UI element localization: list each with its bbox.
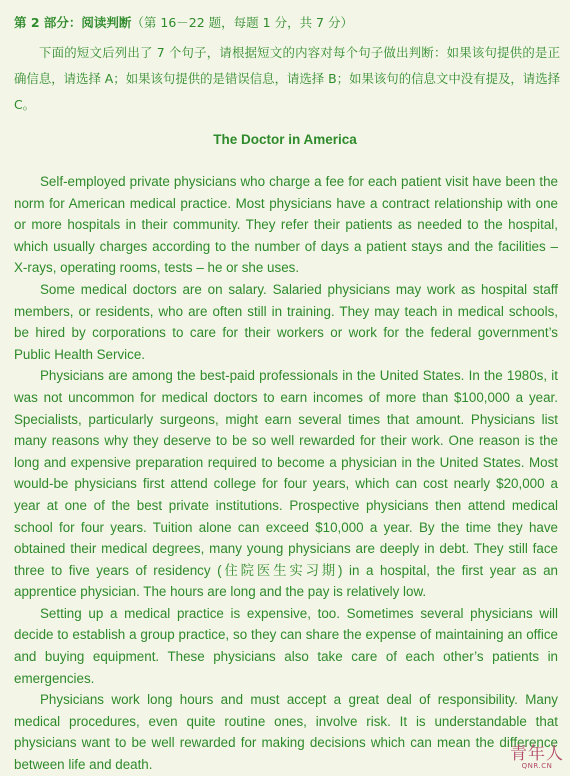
- watermark-en-text: QNR.CN: [521, 762, 553, 770]
- article-body: [14, 171, 558, 776]
- article-paragraph: Physicians work long hours and must accept a great deal of responsibility. Many medical procedures, even quite routine ones, involve risk. It is understandable that physicians want to be well rewarded for making decisions which can mean the difference between life and death.: [14, 692, 558, 773]
- article-paragraph: Setting up a medical practice is expensive, too. Sometimes several physicians will decide to establish a group practice, so they can share the expense of maintaining an office and buying equipment. These physicians also take care of each other’s patients in emergencies.: [14, 605, 558, 686]
- article-paragraph: Self-employed private physicians who charge a fee for each patient visit have been the norm for American medical practice. Most physicians have a contract relationship with one or more hospitals in their community. They refer their patients as needed to the hospital, which usually charges according to the number of days a patient stays and the facilities – X-rays, operating rooms, tests – he or she uses.: [14, 174, 558, 276]
- instructions-text: 下面的短文后列出了 7 个句子，请根据短文的内容对每个句子做出判断：如果该句提供的是正确信息，请选择 A；如果该句提供的是错误信息，请选择 B；如果该句的信息文中没有提及，请选择 C。: [14, 45, 560, 112]
- article-title: The Doctor in America: [213, 132, 357, 147]
- section-scoring-note: （第 16－22 题，每题 1 分，共 7 分）: [131, 15, 353, 30]
- article-paragraph: Some medical doctors are on salary. Salaried physicians may work as hospital staff members, or residents, who are often still in training. They may teach in medical schools, be hired by corporations to care for their workers or work for the federal government’s Public Health Service.: [14, 281, 558, 362]
- site-watermark: [510, 746, 564, 770]
- watermark-cn-text: 青年人: [510, 744, 564, 764]
- section-header: [14, 14, 353, 32]
- article-paragraph: Physicians are among the best-paid professionals in the United States. In the 1980s, it was not uncommon for medical doctors to earn incomes of more than $100,000 a year. Specialists, particularly surgeons, might earn several times that amount. Physicians list many reasons why they deserve to be so well rewarded for their work. One reason is the long and expensive preparation required to become a physician in the United States. Most would-be physicians first attend college for four years, which can cost nearly $20,000 a year at one of the best private institutions. Prospective physicians then attend medical school for four years. Tuition alone can exceed $10,000 a year. By the time they have obtained their medical degrees, many young physicians are deeply in debt. They still face three to five years of residency (住院医生实习期) in a hospital, the first year as an apprentice physician. The hours are long and the pay is relatively low.: [14, 368, 558, 600]
- section-part-label: 第 2 部分：阅读判断: [14, 15, 132, 30]
